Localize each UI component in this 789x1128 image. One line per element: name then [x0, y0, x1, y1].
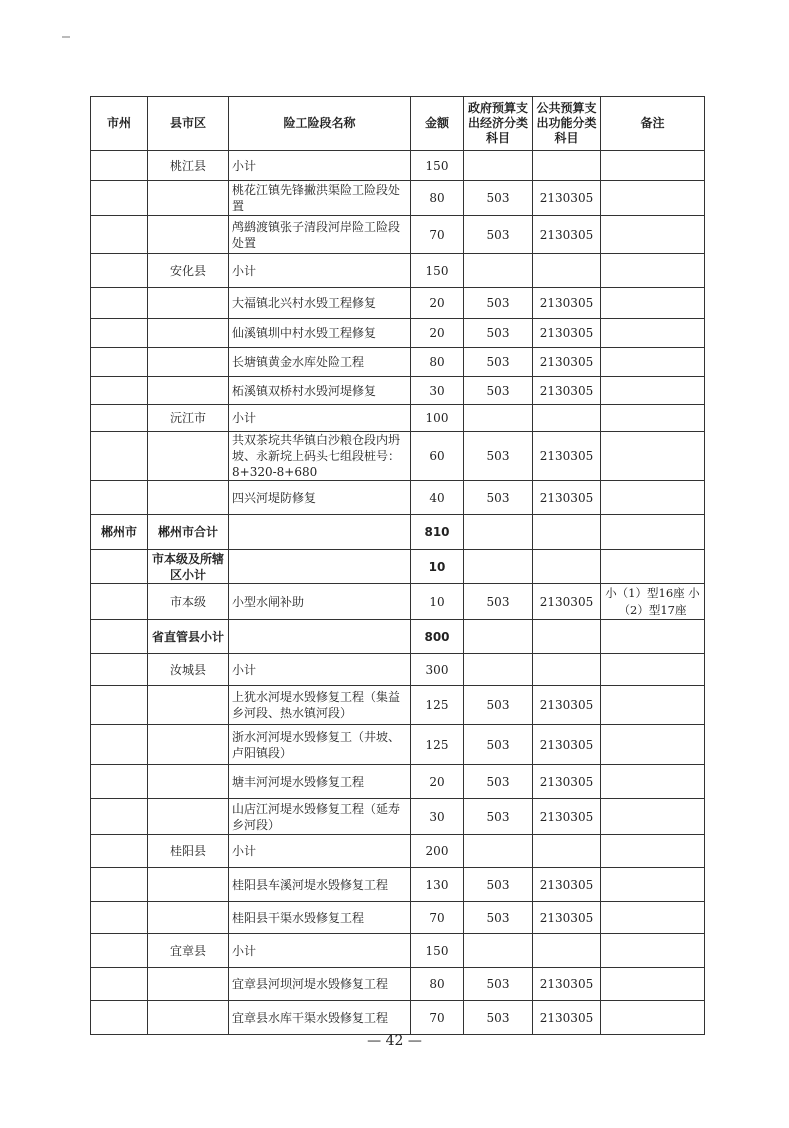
cell-func-class: 2130305 [533, 288, 601, 319]
cell-county: 市本级及所辖区小计 [148, 550, 229, 584]
cell-project-name [229, 515, 411, 550]
cell-func-class: 2130305 [533, 725, 601, 765]
cell-project-name: 小计 [229, 835, 411, 868]
cell-func-class: 2130305 [533, 686, 601, 725]
cell-project-name: 宜章县河坝河堤水毁修复工程 [229, 968, 411, 1001]
table-row [91, 835, 705, 868]
scan-mark [62, 36, 70, 38]
table-row [91, 288, 705, 319]
cell-city [91, 405, 148, 432]
cell-project-name: 小计 [229, 934, 411, 968]
cell-amount: 150 [411, 934, 464, 968]
cell-note [601, 181, 705, 216]
cell-county: 桃江县 [148, 151, 229, 181]
cell-func-class: 2130305 [533, 348, 601, 377]
cell-func-class: 2130305 [533, 584, 601, 620]
cell-econ-class [464, 550, 533, 584]
cell-city [91, 181, 148, 216]
cell-project-name: 上犹水河堤水毁修复工程（集益乡河段、热水镇河段） [229, 686, 411, 725]
cell-project-name: 小计 [229, 254, 411, 288]
cell-city [91, 348, 148, 377]
cell-project-name: 仙溪镇圳中村水毁工程修复 [229, 319, 411, 348]
cell-city [91, 686, 148, 725]
cell-note [601, 725, 705, 765]
cell-county [148, 968, 229, 1001]
cell-project-name: 小型水闸补助 [229, 584, 411, 620]
cell-county [148, 902, 229, 934]
cell-project-name: 浙水河河堤水毁修复工（井坡、卢阳镇段） [229, 725, 411, 765]
cell-econ-class [464, 835, 533, 868]
cell-project-name: 小计 [229, 405, 411, 432]
cell-func-class: 2130305 [533, 799, 601, 835]
cell-note [601, 550, 705, 584]
cell-note [601, 319, 705, 348]
cell-city [91, 377, 148, 405]
cell-project-name: 桂阳县干渠水毁修复工程 [229, 902, 411, 934]
cell-city [91, 725, 148, 765]
table-row [91, 968, 705, 1001]
table-row [91, 348, 705, 377]
header-city: 市州 [91, 97, 148, 151]
cell-func-class: 2130305 [533, 968, 601, 1001]
cell-county [148, 1001, 229, 1035]
cell-econ-class: 503 [464, 432, 533, 481]
cell-city [91, 151, 148, 181]
cell-project-name [229, 550, 411, 584]
cell-econ-class: 503 [464, 216, 533, 254]
cell-amount: 10 [411, 584, 464, 620]
table-row [91, 515, 705, 550]
cell-city: 郴州市 [91, 515, 148, 550]
table-row [91, 654, 705, 686]
cell-amount: 70 [411, 1001, 464, 1035]
cell-func-class [533, 835, 601, 868]
cell-city [91, 902, 148, 934]
table-row [91, 799, 705, 835]
cell-note [601, 686, 705, 725]
cell-note [601, 868, 705, 902]
cell-city [91, 799, 148, 835]
cell-county [148, 432, 229, 481]
cell-note [601, 1001, 705, 1035]
cell-county: 省直管县小计 [148, 620, 229, 654]
table-row [91, 405, 705, 432]
cell-city [91, 319, 148, 348]
table-row [91, 550, 705, 584]
cell-city [91, 432, 148, 481]
cell-econ-class: 503 [464, 319, 533, 348]
page-number: — 42 — [367, 1033, 422, 1049]
cell-amount: 10 [411, 550, 464, 584]
cell-func-class [533, 934, 601, 968]
cell-amount: 130 [411, 868, 464, 902]
header-note: 备注 [601, 97, 705, 151]
cell-econ-class: 503 [464, 765, 533, 799]
table-row [91, 686, 705, 725]
table-row [91, 151, 705, 181]
cell-county: 汝城县 [148, 654, 229, 686]
table-header [91, 97, 705, 151]
cell-city [91, 550, 148, 584]
cell-county [148, 765, 229, 799]
cell-city [91, 934, 148, 968]
cell-amount: 20 [411, 765, 464, 799]
cell-project-name: 塘丰河河堤水毁修复工程 [229, 765, 411, 799]
table-row [91, 1001, 705, 1035]
cell-note [601, 288, 705, 319]
cell-econ-class [464, 934, 533, 968]
header-project-name: 险工险段名称 [229, 97, 411, 151]
cell-amount: 125 [411, 686, 464, 725]
cell-county [148, 288, 229, 319]
cell-amount: 80 [411, 181, 464, 216]
cell-func-class: 2130305 [533, 181, 601, 216]
cell-project-name: 长塘镇黄金水库处险工程 [229, 348, 411, 377]
cell-econ-class: 503 [464, 348, 533, 377]
header-county: 县市区 [148, 97, 229, 151]
cell-econ-class: 503 [464, 902, 533, 934]
table-row [91, 254, 705, 288]
cell-project-name: 宜章县水库干渠水毁修复工程 [229, 1001, 411, 1035]
table-row [91, 725, 705, 765]
table-row [91, 868, 705, 902]
cell-note [601, 515, 705, 550]
cell-city [91, 481, 148, 515]
cell-econ-class: 503 [464, 686, 533, 725]
cell-county [148, 481, 229, 515]
cell-func-class [533, 405, 601, 432]
cell-func-class: 2130305 [533, 319, 601, 348]
table-row [91, 377, 705, 405]
cell-amount: 100 [411, 405, 464, 432]
cell-econ-class [464, 620, 533, 654]
cell-func-class [533, 620, 601, 654]
cell-project-name: 大福镇北兴村水毁工程修复 [229, 288, 411, 319]
cell-city [91, 835, 148, 868]
cell-econ-class: 503 [464, 181, 533, 216]
cell-econ-class: 503 [464, 1001, 533, 1035]
cell-amount: 300 [411, 654, 464, 686]
cell-note [601, 902, 705, 934]
cell-county [148, 216, 229, 254]
cell-county: 桂阳县 [148, 835, 229, 868]
cell-project-name: 鸬鹚渡镇张子清段河岸险工险段处置 [229, 216, 411, 254]
cell-city [91, 584, 148, 620]
header-amount: 金额 [411, 97, 464, 151]
cell-note [601, 377, 705, 405]
cell-project-name: 小计 [229, 654, 411, 686]
cell-city [91, 654, 148, 686]
cell-note [601, 968, 705, 1001]
cell-note [601, 835, 705, 868]
cell-econ-class: 503 [464, 968, 533, 1001]
cell-county [148, 319, 229, 348]
cell-func-class: 2130305 [533, 481, 601, 515]
cell-econ-class [464, 515, 533, 550]
cell-econ-class: 503 [464, 377, 533, 405]
cell-func-class: 2130305 [533, 216, 601, 254]
cell-county [148, 725, 229, 765]
cell-func-class [533, 515, 601, 550]
cell-county: 郴州市合计 [148, 515, 229, 550]
cell-county [148, 377, 229, 405]
cell-note [601, 620, 705, 654]
cell-func-class: 2130305 [533, 902, 601, 934]
cell-note [601, 254, 705, 288]
cell-amount: 30 [411, 799, 464, 835]
cell-project-name: 山店江河堤水毁修复工程（延寿乡河段） [229, 799, 411, 835]
cell-amount: 70 [411, 216, 464, 254]
cell-func-class: 2130305 [533, 377, 601, 405]
cell-note [601, 348, 705, 377]
cell-econ-class: 503 [464, 584, 533, 620]
cell-econ-class [464, 405, 533, 432]
cell-note [601, 765, 705, 799]
cell-note [601, 216, 705, 254]
cell-amount: 70 [411, 902, 464, 934]
cell-project-name: 柘溪镇双桥村水毁河堤修复 [229, 377, 411, 405]
cell-econ-class: 503 [464, 725, 533, 765]
cell-city [91, 765, 148, 799]
cell-project-name: 桂阳县车溪河堤水毁修复工程 [229, 868, 411, 902]
cell-county: 市本级 [148, 584, 229, 620]
cell-amount: 200 [411, 835, 464, 868]
cell-project-name: 桃花江镇先锋撇洪渠险工险段处置 [229, 181, 411, 216]
header-func-class: 公共预算支出功能分类科目 [533, 97, 601, 151]
cell-city [91, 868, 148, 902]
cell-func-class [533, 254, 601, 288]
cell-county [148, 686, 229, 725]
table-row [91, 934, 705, 968]
cell-func-class: 2130305 [533, 868, 601, 902]
cell-amount: 810 [411, 515, 464, 550]
cell-city [91, 216, 148, 254]
cell-city [91, 1001, 148, 1035]
header-econ-class: 政府预算支出经济分类科目 [464, 97, 533, 151]
cell-func-class [533, 151, 601, 181]
table-row [91, 181, 705, 216]
cell-county: 宜章县 [148, 934, 229, 968]
cell-project-name: 共双茶垸共华镇白沙粮仓段内坍坡、永新垸上码头七组段桩号：8+320-8+680 [229, 432, 411, 481]
table-row [91, 432, 705, 481]
cell-amount: 40 [411, 481, 464, 515]
cell-econ-class [464, 654, 533, 686]
cell-note: 小（1）型16座 小（2）型17座 [601, 584, 705, 620]
cell-amount: 150 [411, 254, 464, 288]
cell-county: 安化县 [148, 254, 229, 288]
cell-amount: 80 [411, 968, 464, 1001]
cell-county: 沅江市 [148, 405, 229, 432]
table-row [91, 620, 705, 654]
cell-econ-class: 503 [464, 868, 533, 902]
table-row [91, 584, 705, 620]
cell-amount: 800 [411, 620, 464, 654]
table-row [91, 319, 705, 348]
cell-econ-class [464, 254, 533, 288]
cell-county [148, 799, 229, 835]
cell-func-class [533, 550, 601, 584]
table-row [91, 216, 705, 254]
cell-func-class [533, 654, 601, 686]
cell-note [601, 934, 705, 968]
cell-amount: 125 [411, 725, 464, 765]
funding-table [90, 96, 705, 1035]
cell-amount: 20 [411, 319, 464, 348]
cell-city [91, 968, 148, 1001]
cell-amount: 150 [411, 151, 464, 181]
cell-city [91, 254, 148, 288]
cell-note [601, 432, 705, 481]
cell-project-name [229, 620, 411, 654]
cell-county [148, 348, 229, 377]
cell-note [601, 481, 705, 515]
table-row [91, 481, 705, 515]
cell-project-name: 小计 [229, 151, 411, 181]
cell-note [601, 654, 705, 686]
cell-note [601, 405, 705, 432]
cell-econ-class: 503 [464, 481, 533, 515]
cell-city [91, 288, 148, 319]
cell-amount: 80 [411, 348, 464, 377]
cell-amount: 20 [411, 288, 464, 319]
cell-amount: 30 [411, 377, 464, 405]
cell-county [148, 181, 229, 216]
table-row [91, 902, 705, 934]
cell-func-class: 2130305 [533, 765, 601, 799]
cell-county [148, 868, 229, 902]
cell-func-class: 2130305 [533, 432, 601, 481]
cell-city [91, 620, 148, 654]
cell-econ-class: 503 [464, 288, 533, 319]
cell-note [601, 151, 705, 181]
cell-amount: 60 [411, 432, 464, 481]
table-row [91, 765, 705, 799]
cell-econ-class [464, 151, 533, 181]
cell-func-class: 2130305 [533, 1001, 601, 1035]
cell-project-name: 四兴河堤防修复 [229, 481, 411, 515]
cell-econ-class: 503 [464, 799, 533, 835]
cell-note [601, 799, 705, 835]
